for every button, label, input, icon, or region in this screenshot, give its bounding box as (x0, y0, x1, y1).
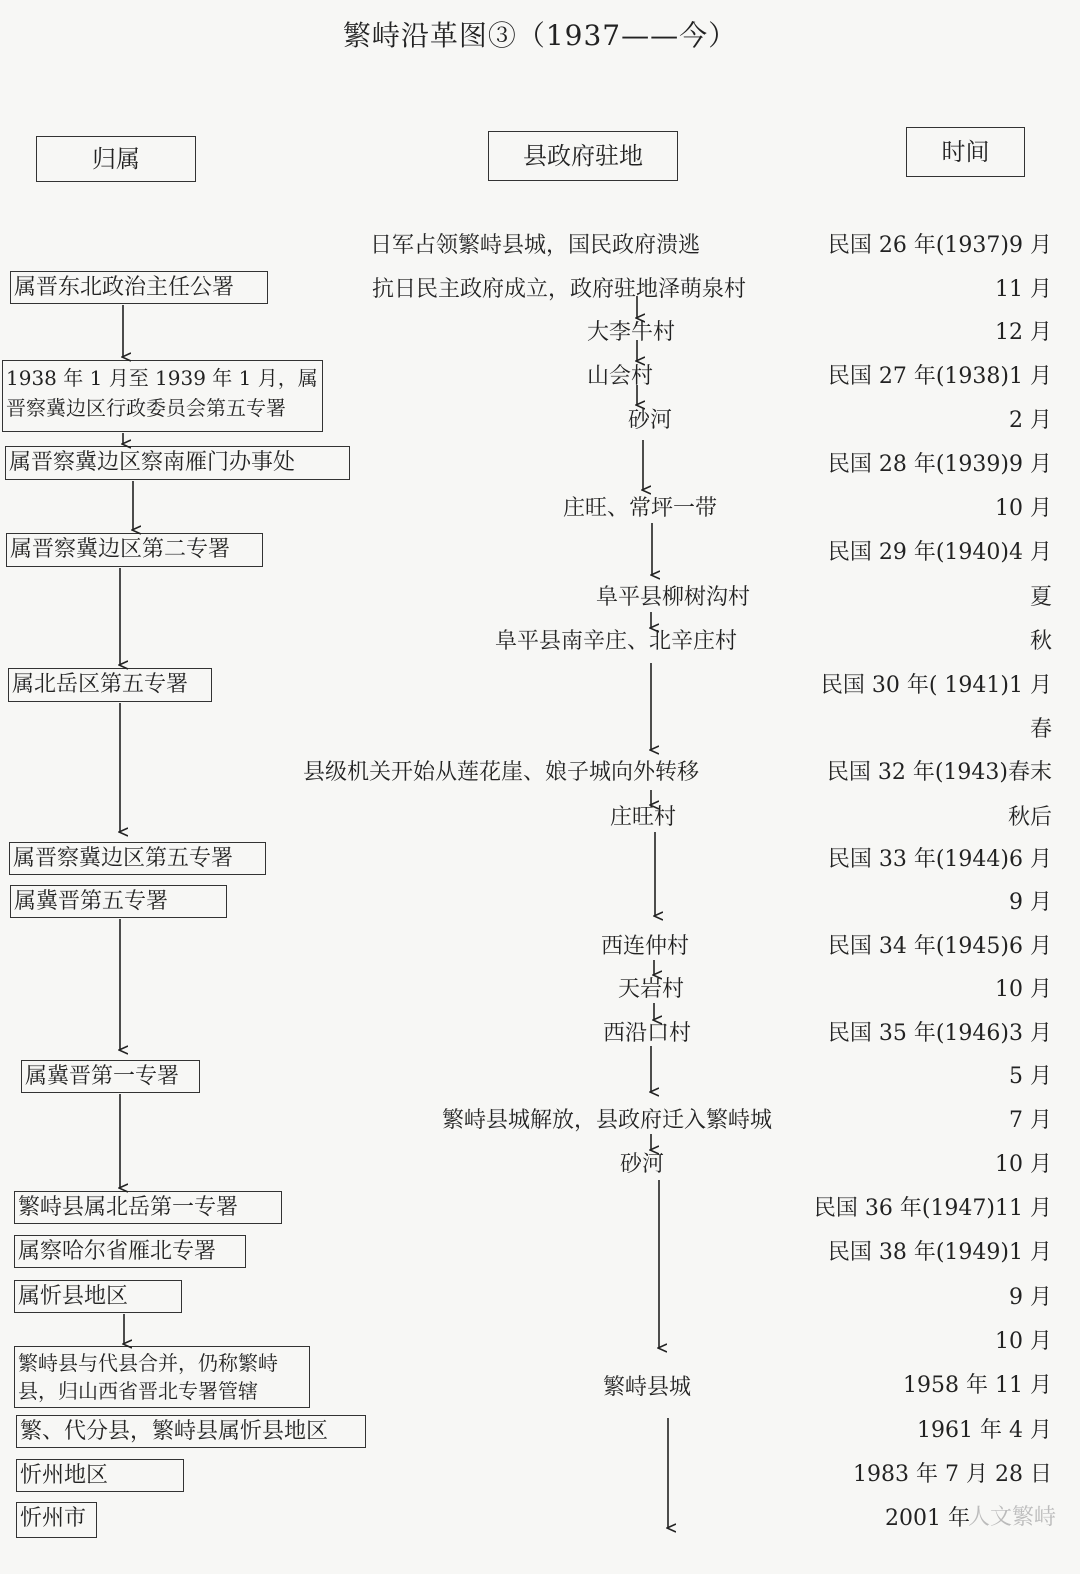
header-time: 时间 (906, 127, 1025, 177)
affiliation-box: 属忻县地区 (14, 1280, 182, 1313)
affiliation-box: 繁峙县与代县合并，仍称繁峙县，归山西省晋北专署管辖 (14, 1346, 310, 1408)
affiliation-box: 属晋察冀边区第五专署 (9, 842, 266, 875)
seat-entry: 山会村 (587, 364, 654, 389)
header-affiliation: 归属 (36, 136, 196, 182)
seat-entry: 砂河 (620, 1152, 665, 1177)
time-entry: 10 月 (995, 977, 1052, 1002)
time-entry: 9 月 (1009, 1285, 1052, 1310)
time-entry: 民国 33 年(1944)6 月 (827, 847, 1052, 872)
watermark-label: 人文繁峙 (967, 1505, 1056, 1530)
time-entry: 民国 27 年(1938)1 月 (827, 364, 1052, 389)
seat-entry: 砂河 (628, 408, 673, 433)
seat-entry: 西连仲村 (601, 934, 690, 959)
time-entry: 1961 年 4 月 (917, 1418, 1052, 1443)
seat-entry: 县级机关开始从莲花崖、娘子城向外转移 (303, 760, 700, 785)
time-entry: 10 月 (995, 1152, 1052, 1177)
time-entry: 秋后 (1007, 805, 1052, 830)
time-entry: 1983 年 7 月 28 日 (853, 1462, 1052, 1487)
time-entry: 秋 (1029, 629, 1052, 654)
time-entry: 民国 35 年(1946)3 月 (827, 1021, 1052, 1046)
seat-entry: 西沿口村 (603, 1021, 692, 1046)
time-entry: 春 (1029, 717, 1052, 742)
header-seat: 县政府驻地 (488, 131, 678, 181)
time-entry: 民国 29 年(1940)4 月 (827, 540, 1052, 565)
time-entry: 11 月 (995, 277, 1052, 302)
time-entry: 民国 36 年(1947)11 月 (813, 1196, 1052, 1221)
seat-entry: 繁峙县城解放，县政府迁入繁峙城 (442, 1108, 773, 1133)
seat-entry: 阜平县柳树沟村 (596, 585, 751, 610)
seat-entry: 日军占领繁峙县城，国民政府溃逃 (370, 233, 701, 258)
time-entry: 民国 28 年(1939)9 月 (827, 452, 1052, 477)
affiliation-box: 属晋察冀边区第二专署 (6, 533, 263, 567)
time-entry: 民国 26 年(1937)9 月 (827, 233, 1052, 258)
affiliation-box: 属冀晋第一专署 (21, 1060, 200, 1093)
affiliation-box: 忻州地区 (16, 1459, 184, 1492)
time-entry: 民国 38 年(1949)1 月 (827, 1240, 1052, 1265)
affiliation-box: 属晋东北政治主任公署 (10, 271, 268, 304)
time-entry: 10 月 (995, 1329, 1052, 1354)
time-entry: 1958 年 11 月 (903, 1373, 1052, 1398)
time-entry: 民国 32 年(1943)春末 (826, 760, 1052, 785)
affiliation-box: 属察哈尔省雁北专署 (14, 1235, 246, 1268)
time-entry: 民国 30 年( 1941)1 月 (820, 673, 1052, 698)
time-entry: 2 月 (1009, 408, 1052, 433)
seat-entry: 抗日民主政府成立，政府驻地泽萌泉村 (372, 277, 747, 302)
affiliation-box: 属晋察冀边区察南雁门办事处 (5, 446, 350, 480)
seat-entry: 阜平县南辛庄、北辛庄村 (495, 629, 738, 654)
time-entry: 9 月 (1009, 890, 1052, 915)
affiliation-box: 繁、代分县，繁峙县属忻县地区 (16, 1415, 366, 1448)
time-entry: 7 月 (1009, 1108, 1052, 1133)
seat-entry: 庄旺村 (610, 805, 677, 830)
seat-entry: 繁峙县城 (603, 1375, 692, 1400)
time-entry: 5 月 (1009, 1064, 1052, 1089)
affiliation-box: 属北岳区第五专署 (8, 668, 212, 702)
affiliation-box: 属冀晋第五专署 (10, 885, 227, 918)
time-entry: 民国 34 年(1945)6 月 (827, 934, 1052, 959)
seat-entry: 庄旺、常坪一带 (563, 496, 718, 521)
affiliation-box: 忻州市 (16, 1502, 97, 1538)
seat-entry: 大李牛村 (587, 320, 676, 345)
affiliation-box: 1938 年 1 月至 1939 年 1 月，属晋察冀边区行政委员会第五专署 (2, 360, 323, 432)
affiliation-box: 繁峙县属北岳第一专署 (14, 1191, 282, 1224)
seat-entry: 天岩村 (618, 977, 685, 1002)
time-entry: 夏 (1029, 585, 1052, 610)
time-entry: 12 月 (995, 320, 1052, 345)
time-entry: 10 月 (995, 496, 1052, 521)
time-entry: 2001 年 (885, 1506, 970, 1531)
page-title: 繁峙沿革图③（1937——今） (342, 19, 738, 52)
